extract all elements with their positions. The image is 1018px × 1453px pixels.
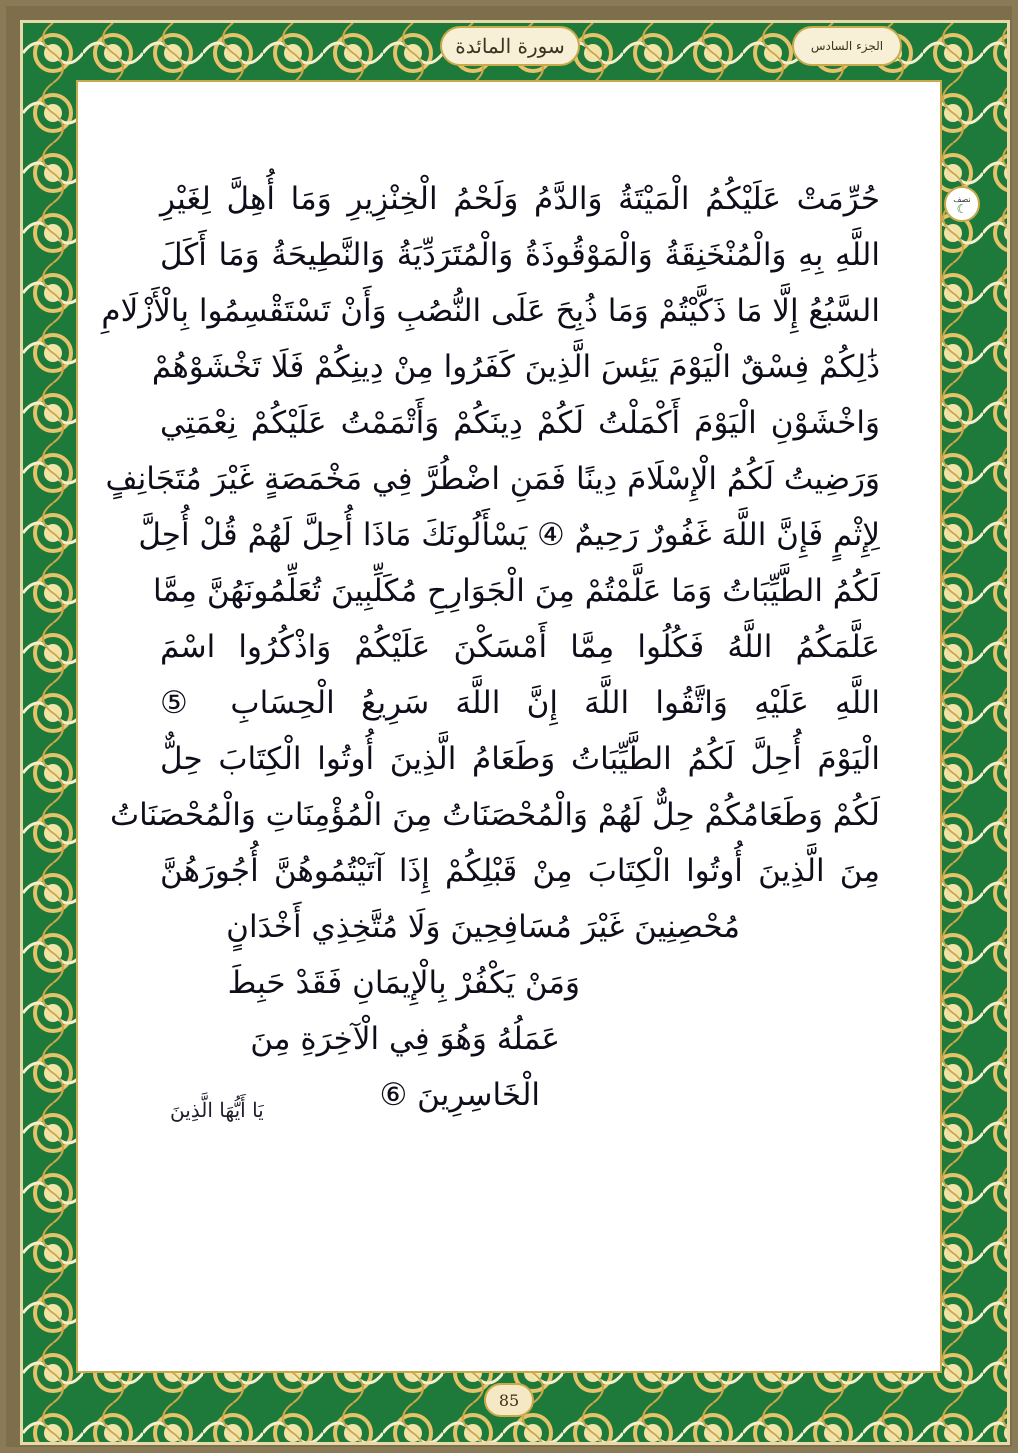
juz-name: الجزء السادس <box>810 39 884 53</box>
juz-name-cartouche <box>792 26 902 66</box>
text-line: وَمَنْ يَكْفُرْ بِالْإِيمَانِ فَقَدْ حَبِطَ <box>227 965 580 1001</box>
text-line: الْيَوْمَ أُحِلَّ لَكُمُ الطَّيِّبَاتُ وَطَعَامُ الَّذِينَ أُوتُوا الْكِتَابَ حِلٌّ <box>160 741 880 777</box>
crescent-icon: ☾ <box>956 201 968 216</box>
text-line: الْخَاسِرِينَ ⑥ <box>379 1077 540 1113</box>
text-line: اللَّهِ بِهِ وَالْمُنْخَنِقَةُ وَالْمَوْقُوذَةُ وَالْمُتَرَدِّيَةُ وَالنَّطِيحَةُ وَمَا أَكَلَ <box>160 237 880 273</box>
text-line: عَمَلُهُ وَهُوَ فِي الْآخِرَةِ مِنَ <box>250 1021 560 1057</box>
text-line: وَرَضِيتُ لَكُمُ الْإِسْلَامَ دِينًا فَمَنِ اضْطُرَّ فِي مَخْمَصَةٍ غَيْرَ مُتَجَانِفٍ <box>105 461 880 497</box>
surah-name-cartouche <box>440 26 580 66</box>
text-line: لِإِثْمٍ فَإِنَّ اللَّهَ غَفُورٌ رَحِيمٌ ④ يَسْأَلُونَكَ مَاذَا أُحِلَّ لَهُمْ قُلْ أُحِلَّ <box>138 517 880 553</box>
text-line: ذَٰلِكُمْ فِسْقٌ الْيَوْمَ يَئِسَ الَّذِينَ كَفَرُوا مِنْ دِينِكُمْ فَلَا تَخْشَوْهُمْ <box>151 349 880 385</box>
text-line: لَكُمْ وَطَعَامُكُمْ حِلٌّ لَهُمْ وَالْمُحْصَنَاتُ مِنَ الْمُؤْمِنَاتِ وَالْمُحْصَنَاتُ <box>109 797 880 833</box>
text-line: السَّبُعُ إِلَّا مَا ذَكَّيْتُمْ وَمَا ذُبِحَ عَلَى النُّصُبِ وَأَنْ تَسْتَقْسِمُوا بِالْأَزْلَامِ <box>101 293 880 329</box>
quran-text <box>101 170 880 1130</box>
text-line: اللَّهِ عَلَيْهِ وَاتَّقُوا اللَّهَ إِنَّ اللَّهَ سَرِيعُ الْحِسَابِ ⑤ <box>160 685 880 721</box>
hizb-label: نصف <box>953 194 971 204</box>
text-line: وَاخْشَوْنِ الْيَوْمَ أَكْمَلْتُ لَكُمْ دِينَكُمْ وَأَتْمَمْتُ عَلَيْكُمْ نِعْمَتِي <box>160 405 880 441</box>
hizb-marker <box>944 186 980 222</box>
text-line: مِنَ الَّذِينَ أُوتُوا الْكِتَابَ مِنْ قَبْلِكُمْ إِذَا آتَيْتُمُوهُنَّ أُجُورَهُنَّ <box>160 853 880 889</box>
text-line: مُحْصِنِينَ غَيْرَ مُسَافِحِينَ وَلَا مُتَّخِذِي أَخْدَانٍ <box>226 909 740 945</box>
surah-name: سورة المائدة <box>455 34 565 58</box>
text-line: عَلَّمَكُمُ اللَّهُ فَكُلُوا مِمَّا أَمْسَكْنَ عَلَيْكُمْ وَاذْكُرُوا اسْمَ <box>160 629 880 665</box>
text-line: حُرِّمَتْ عَلَيْكُمُ الْمَيْتَةُ وَالدَّمُ وَلَحْمُ الْخِنْزِيرِ وَمَا أُهِلَّ لِغَيْرِ <box>160 181 880 217</box>
page-number: 85 <box>484 1383 534 1417</box>
catchword: يَا أَيُّهَا الَّذِينَ <box>170 1098 264 1122</box>
text-line: لَكُمُ الطَّيِّبَاتُ وَمَا عَلَّمْتُمْ مِنَ الْجَوَارِحِ مُكَلِّبِينَ تُعَلِّمُونَهُنَّ مِمَّا <box>153 573 880 609</box>
